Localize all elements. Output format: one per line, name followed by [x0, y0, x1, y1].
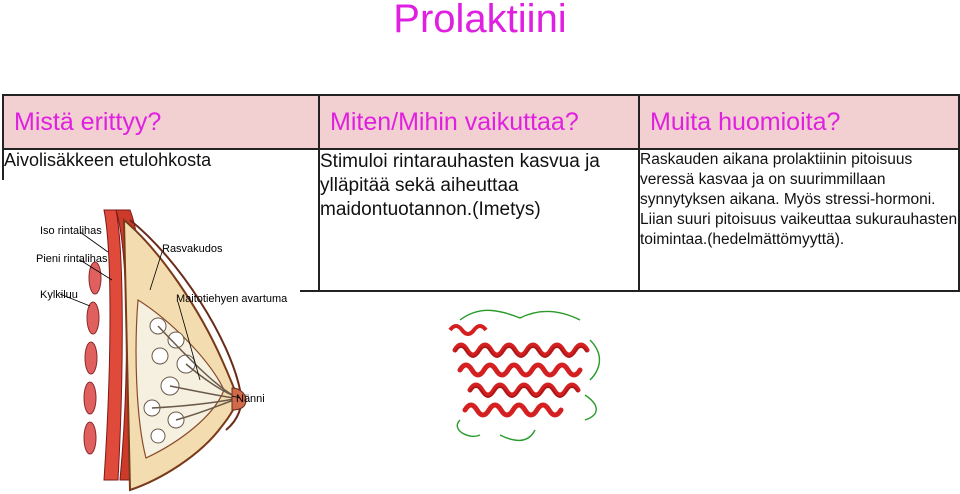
- breast-anatomy-illustration: [0, 180, 300, 494]
- origin-text: Aivolisäkkeen etulohkosta: [4, 150, 212, 170]
- label-pieni-rintalihas: Pieni rintalihas: [36, 253, 108, 265]
- effect-text: Stimuloi rintarauhasten kasvua ja ylläpitää sekä aiheuttaa maidontuotannon.(Imetys): [320, 151, 600, 220]
- label-iso-rintalihas: Iso rintalihas: [40, 225, 102, 237]
- notes-text: Raskauden aikana prolaktiinin pitoisuus veressä kasvaa ja on suurimmillaan synnytyksen aikana. Myös stressi-hormoni. Liian suuri pitoisuus vaikeuttaa sukurauhasten toimintaa.(hedelmättömyyttä).: [640, 151, 958, 248]
- label-kylkiluu: Kylkiluu: [40, 289, 78, 301]
- label-maitotiehyen-avartuma: Maitotiehyen avartuma: [176, 293, 288, 305]
- cell-effect: [319, 149, 639, 291]
- header-effect: Miten/Mihin vaikuttaa?: [319, 95, 639, 149]
- header-origin: Mistä erittyy?: [3, 95, 319, 149]
- prolactin-protein-structure: [440, 300, 610, 450]
- label-rasvakudos: Rasvakudos: [162, 243, 223, 255]
- page-title: Prolaktiini: [393, 0, 567, 41]
- label-nanni: Nänni: [236, 393, 265, 405]
- cell-notes: [639, 149, 959, 291]
- header-row: [3, 95, 959, 149]
- header-notes: Muita huomioita?: [639, 95, 959, 149]
